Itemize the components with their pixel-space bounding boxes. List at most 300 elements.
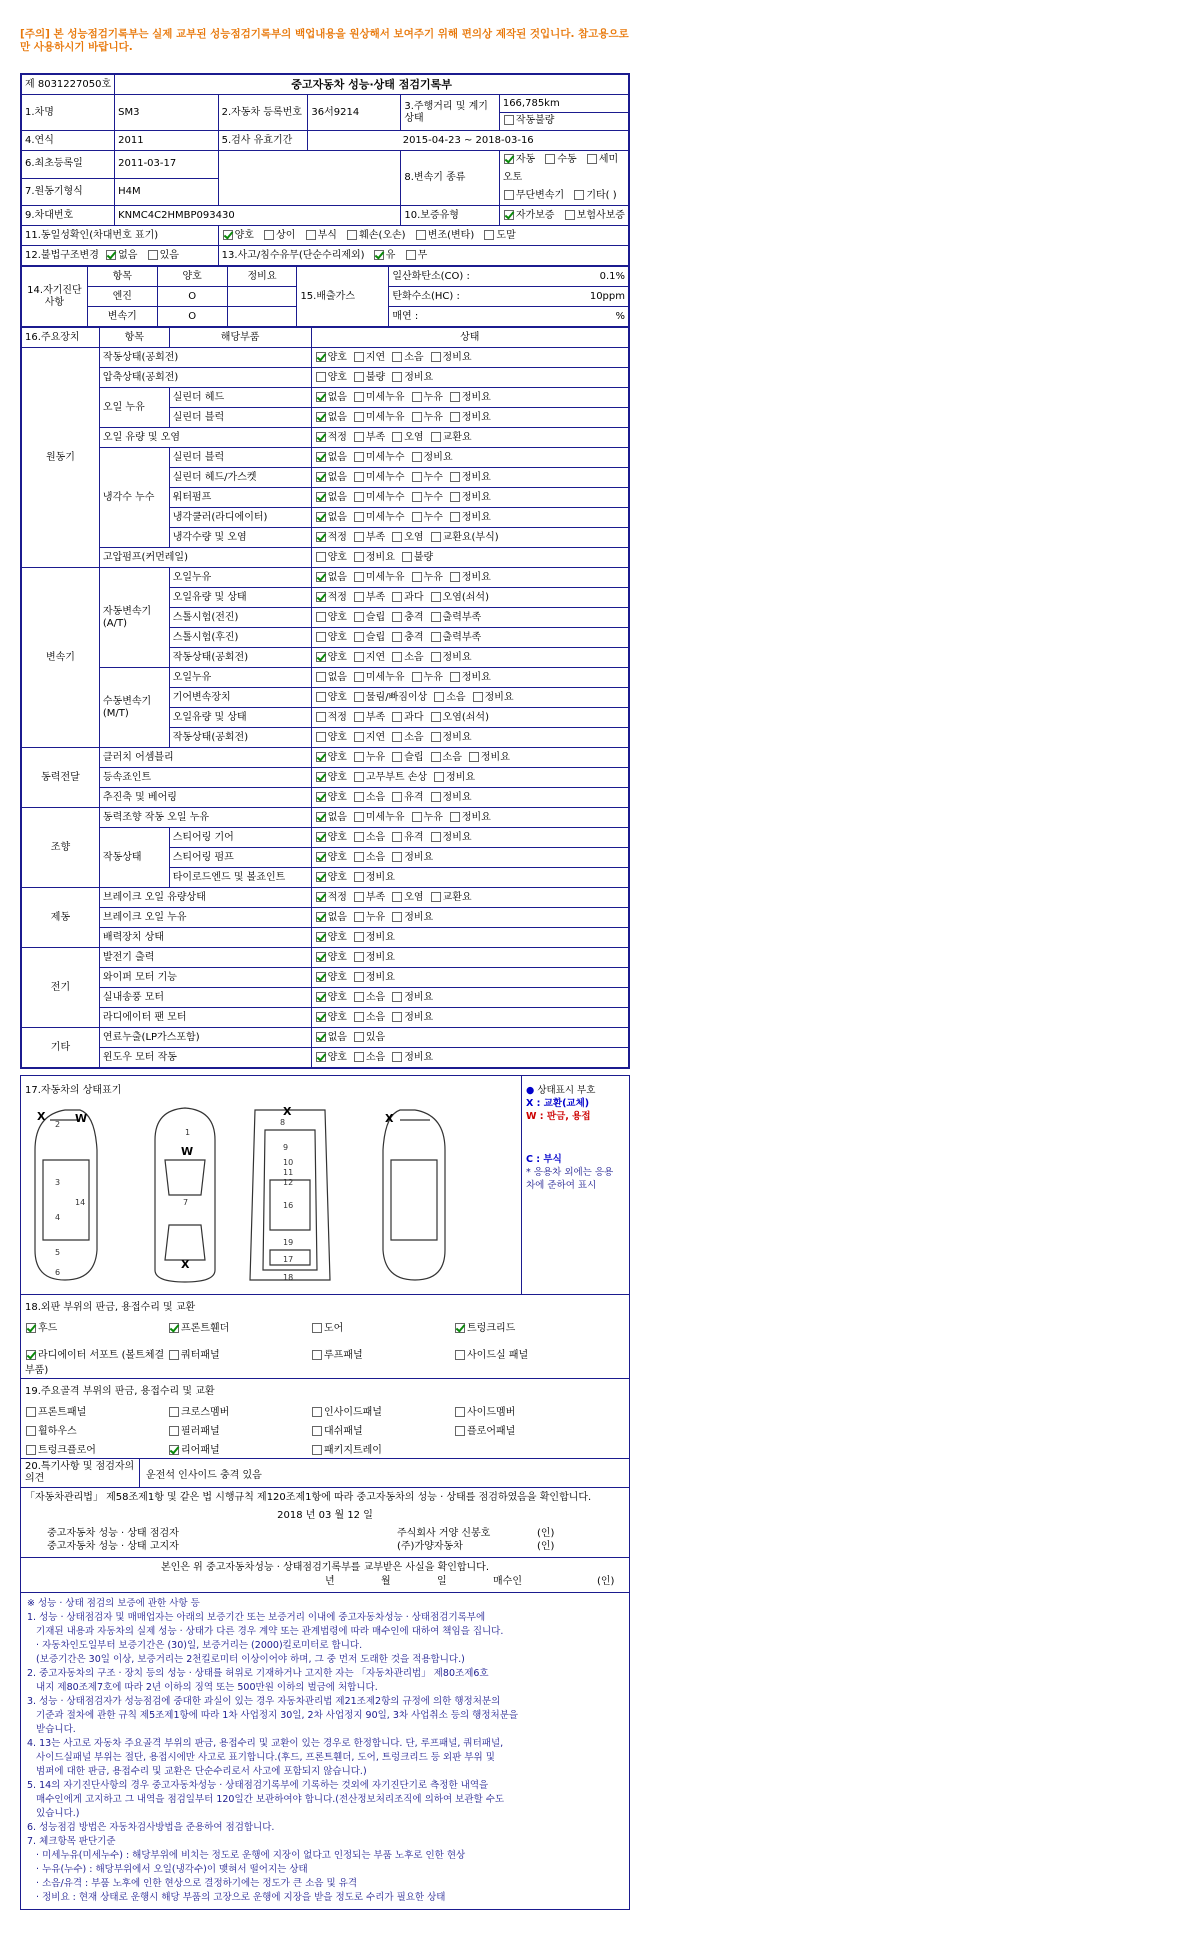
- device-part: 실린더 블럭: [169, 408, 311, 428]
- device-state: [311, 508, 628, 528]
- device-part: 와이퍼 모터 기능: [99, 968, 311, 988]
- state-checkbox[interactable]: [354, 592, 364, 602]
- state-checkbox[interactable]: [354, 472, 364, 482]
- state-checkbox[interactable]: [431, 792, 441, 802]
- state-checkbox[interactable]: [316, 672, 326, 682]
- warranty-notes: [21, 1593, 629, 1909]
- state-option-label: 슬립: [365, 611, 386, 623]
- state-option-label: 없음: [327, 411, 347, 423]
- validity-label: 5.검사 유효기간: [218, 131, 308, 151]
- state-checkbox[interactable]: [392, 532, 402, 542]
- state-checkbox[interactable]: [354, 412, 364, 422]
- accident-yes-checkbox[interactable]: [374, 250, 384, 260]
- state-option-label: 정비요: [365, 551, 395, 563]
- state-checkbox[interactable]: [412, 512, 422, 522]
- state-checkbox[interactable]: [354, 852, 364, 862]
- state-checkbox[interactable]: [392, 912, 402, 922]
- mark-x: X: [181, 1258, 190, 1271]
- state-option-label: 정비요: [442, 651, 472, 663]
- device-state: [311, 748, 628, 768]
- device-row: [22, 1048, 629, 1068]
- device-state: [311, 468, 628, 488]
- state-checkbox[interactable]: [450, 812, 460, 822]
- state-checkbox[interactable]: [473, 692, 483, 702]
- state-checkbox[interactable]: [316, 552, 326, 562]
- state-option-label: 정비요: [365, 871, 395, 883]
- note-line: · 자동차인도일부터 보증기간은 (30)일, 보증거리는 (2000)킬로미터로 합니다.: [27, 1640, 363, 1651]
- device-state: [311, 388, 628, 408]
- state-checkbox[interactable]: [354, 732, 364, 742]
- state-checkbox[interactable]: [316, 972, 326, 982]
- state-checkbox[interactable]: [392, 592, 402, 602]
- state-checkbox[interactable]: [354, 792, 364, 802]
- frame-checkbox[interactable]: [26, 1407, 36, 1417]
- state-checkbox[interactable]: [412, 452, 422, 462]
- zone-num: 4: [55, 1213, 61, 1222]
- state-option-label: 적정: [327, 891, 347, 903]
- state-checkbox[interactable]: [392, 352, 402, 362]
- state-checkbox[interactable]: [316, 712, 326, 722]
- state-checkbox[interactable]: [450, 672, 460, 682]
- emission-smoke-value: %: [539, 307, 629, 327]
- state-checkbox[interactable]: [354, 672, 364, 682]
- device-state: [311, 408, 628, 428]
- state-checkbox[interactable]: [316, 832, 326, 842]
- state-checkbox[interactable]: [316, 812, 326, 822]
- state-checkbox[interactable]: [354, 612, 364, 622]
- vin-label: 9.차대번호: [22, 206, 115, 226]
- receipt-month: 월: [381, 1576, 391, 1587]
- state-option-label: 정비요: [442, 791, 472, 803]
- state-checkbox[interactable]: [392, 992, 402, 1002]
- receipt-day: 일: [437, 1576, 447, 1587]
- identity-checkbox[interactable]: [223, 230, 233, 240]
- state-checkbox[interactable]: [431, 652, 441, 662]
- state-checkbox[interactable]: [450, 472, 460, 482]
- state-checkbox[interactable]: [316, 652, 326, 662]
- state-checkbox[interactable]: [354, 892, 364, 902]
- state-checkbox[interactable]: [316, 872, 326, 882]
- device-part: 오일유량 및 상태: [169, 588, 311, 608]
- device-state: [311, 488, 628, 508]
- state-checkbox[interactable]: [392, 432, 402, 442]
- motor-value: H4M: [115, 178, 218, 206]
- state-option-label: 정비요: [404, 911, 434, 923]
- frame-checkbox[interactable]: [455, 1426, 465, 1436]
- device-state: [311, 368, 628, 388]
- state-option-label: 누유: [423, 391, 443, 403]
- zone-num: 7: [183, 1198, 189, 1207]
- state-checkbox[interactable]: [402, 552, 412, 562]
- state-checkbox[interactable]: [431, 832, 441, 842]
- state-checkbox[interactable]: [450, 572, 460, 582]
- state-checkbox[interactable]: [354, 692, 364, 702]
- state-checkbox[interactable]: [316, 452, 326, 462]
- state-checkbox[interactable]: [412, 812, 422, 822]
- outer-checkbox[interactable]: [312, 1350, 322, 1360]
- trans-manual-checkbox[interactable]: [545, 154, 555, 164]
- device-row: [22, 668, 629, 688]
- state-checkbox[interactable]: [354, 572, 364, 582]
- state-checkbox[interactable]: [431, 732, 441, 742]
- selfdiag-label: 14.자기진단 사항: [22, 267, 88, 327]
- emission-label: 15.배출가스: [297, 267, 389, 327]
- accident-opt: 유: [385, 249, 396, 261]
- state-checkbox[interactable]: [316, 792, 326, 802]
- state-checkbox[interactable]: [412, 412, 422, 422]
- state-checkbox[interactable]: [354, 432, 364, 442]
- state-checkbox[interactable]: [412, 392, 422, 402]
- state-checkbox[interactable]: [316, 432, 326, 442]
- state-checkbox[interactable]: [354, 832, 364, 842]
- device-part: 냉각수량 및 오염: [169, 528, 311, 548]
- device-row: [22, 428, 629, 448]
- outer-label: 18.외판 부위의 판금, 용접수리 및 교환: [25, 1302, 196, 1313]
- state-checkbox[interactable]: [354, 752, 364, 762]
- year-label: 4.연식: [22, 131, 115, 151]
- legend-c: C : 부식: [526, 1154, 562, 1165]
- trans-semi-checkbox[interactable]: [587, 154, 597, 164]
- state-checkbox[interactable]: [412, 572, 422, 582]
- state-checkbox[interactable]: [450, 412, 460, 422]
- state-checkbox[interactable]: [316, 612, 326, 622]
- frame-checkbox[interactable]: [455, 1407, 465, 1417]
- state-option-label: 누수: [423, 491, 443, 503]
- state-checkbox[interactable]: [431, 632, 441, 642]
- state-checkbox[interactable]: [354, 652, 364, 662]
- warranty-opt: 자가보증: [515, 209, 555, 221]
- state-option-label: 없음: [327, 1031, 347, 1043]
- state-checkbox[interactable]: [450, 492, 460, 502]
- state-checkbox[interactable]: [354, 1052, 364, 1062]
- outer-item: [454, 1346, 597, 1376]
- device-state: [311, 968, 628, 988]
- state-option-label: 있음: [365, 1031, 386, 1043]
- device-state: [311, 868, 628, 888]
- identity-checkbox[interactable]: [484, 230, 494, 240]
- state-checkbox[interactable]: [354, 952, 364, 962]
- state-option-label: 유격: [404, 831, 424, 843]
- identity-label: 11.동일성확인(차대번호 표기): [22, 226, 219, 246]
- device-state: [311, 928, 628, 948]
- state-checkbox[interactable]: [354, 492, 364, 502]
- note-line: 2. 중고자동차의 구조 · 장치 등의 성능 · 상태를 허위로 기재하거나 고지한 자는 「자동차관리법」 제80조제6호: [27, 1668, 489, 1679]
- frame-checkbox[interactable]: [169, 1407, 179, 1417]
- meter-fault-checkbox[interactable]: [504, 115, 514, 125]
- legal-text: 「자동차관리법」 제58조제1항 및 같은 법 시행규칙 제120조제1항에 따라 중고자동차의 성능 · 상태를 점검하였음을 확인합니다.: [25, 1492, 592, 1503]
- state-checkbox[interactable]: [392, 892, 402, 902]
- state-option-label: 정비요: [461, 471, 491, 483]
- state-option-label: 정비요: [404, 371, 434, 383]
- state-checkbox[interactable]: [434, 692, 444, 702]
- state-checkbox[interactable]: [412, 492, 422, 502]
- frame-checkbox[interactable]: [312, 1407, 322, 1417]
- state-checkbox[interactable]: [316, 1052, 326, 1062]
- state-checkbox[interactable]: [354, 772, 364, 782]
- state-checkbox[interactable]: [434, 772, 444, 782]
- main-col-part: 해당부품: [169, 328, 311, 348]
- device-group-name: 전기: [22, 948, 100, 1028]
- state-checkbox[interactable]: [392, 752, 402, 762]
- state-checkbox[interactable]: [354, 1032, 364, 1042]
- state-checkbox[interactable]: [316, 892, 326, 902]
- outer-checkbox[interactable]: [169, 1323, 179, 1333]
- zone-num: 1: [185, 1128, 191, 1137]
- state-checkbox[interactable]: [392, 1052, 402, 1062]
- state-checkbox[interactable]: [316, 932, 326, 942]
- state-checkbox[interactable]: [354, 512, 364, 522]
- legend-title: 상태표시 부호: [537, 1085, 596, 1096]
- device-state: [311, 948, 628, 968]
- state-checkbox[interactable]: [392, 792, 402, 802]
- state-option-label: 누유: [423, 811, 443, 823]
- notifier-name: (주)가양자동차: [397, 1541, 463, 1552]
- warranty-insurance-checkbox[interactable]: [565, 210, 575, 220]
- state-checkbox[interactable]: [316, 412, 326, 422]
- state-checkbox[interactable]: [450, 392, 460, 402]
- selfdiag-trans: 변속기: [87, 307, 157, 327]
- device-part: 실내송풍 모터: [99, 988, 311, 1008]
- state-checkbox[interactable]: [392, 1012, 402, 1022]
- state-checkbox[interactable]: [316, 532, 326, 542]
- mileage-value: 166,785km: [500, 96, 628, 113]
- receipt-section: [21, 1558, 629, 1593]
- zone-num: 3: [55, 1178, 61, 1187]
- state-checkbox[interactable]: [354, 1012, 364, 1022]
- state-checkbox[interactable]: [354, 532, 364, 542]
- illegal-no-checkbox[interactable]: [106, 250, 116, 260]
- state-checkbox[interactable]: [316, 732, 326, 742]
- state-checkbox[interactable]: [316, 492, 326, 502]
- special-label: 20.특기사항 및 점검자의 의견: [21, 1459, 140, 1487]
- state-checkbox[interactable]: [316, 352, 326, 362]
- outer-checkbox[interactable]: [26, 1350, 36, 1360]
- state-checkbox[interactable]: [354, 872, 364, 882]
- state-option-label: 누수: [423, 511, 443, 523]
- device-state: [311, 908, 628, 928]
- note-line: · 소음/유격 : 부품 노후에 인한 현상으로 결정하기에는 정도가 큰 소음 및 유격: [27, 1878, 358, 1889]
- accident-no-checkbox[interactable]: [406, 250, 416, 260]
- state-option-label: 미세누수: [365, 491, 405, 503]
- mark-w: W: [181, 1145, 194, 1158]
- state-checkbox[interactable]: [392, 832, 402, 842]
- state-checkbox[interactable]: [354, 992, 364, 1002]
- state-option-label: 부족: [365, 531, 386, 543]
- device-part: 스톨시험(후진): [169, 628, 311, 648]
- outer-checkbox[interactable]: [455, 1323, 465, 1333]
- legend-x: X : 교환(교체): [526, 1098, 590, 1109]
- state-checkbox[interactable]: [316, 512, 326, 522]
- frame-checkbox[interactable]: [312, 1426, 322, 1436]
- state-checkbox[interactable]: [316, 1032, 326, 1042]
- first-reg-label: 6.최초등록일: [22, 151, 115, 179]
- state-option-label: 오염: [404, 891, 424, 903]
- outer-checkbox[interactable]: [26, 1323, 36, 1333]
- device-state: [311, 788, 628, 808]
- mark-x: X: [37, 1110, 46, 1123]
- state-option-label: 누유: [365, 911, 386, 923]
- state-checkbox[interactable]: [316, 952, 326, 962]
- state-checkbox[interactable]: [392, 732, 402, 742]
- device-group-name: 기타: [22, 1028, 100, 1068]
- state-checkbox[interactable]: [431, 612, 441, 622]
- state-checkbox[interactable]: [316, 372, 326, 382]
- state-option-label: 없음: [327, 671, 347, 683]
- state-checkbox[interactable]: [392, 852, 402, 862]
- outer-checkbox[interactable]: [455, 1350, 465, 1360]
- device-state: [311, 808, 628, 828]
- state-checkbox[interactable]: [469, 752, 479, 762]
- state-checkbox[interactable]: [392, 712, 402, 722]
- state-checkbox[interactable]: [392, 632, 402, 642]
- trans-auto-checkbox[interactable]: [504, 154, 514, 164]
- outer-item: [168, 1346, 311, 1376]
- device-part: 작동상태(공회전): [99, 348, 311, 368]
- identity-checkbox[interactable]: [264, 230, 274, 240]
- state-option-label: 정비요: [461, 811, 491, 823]
- state-checkbox[interactable]: [431, 592, 441, 602]
- special-section: [21, 1459, 629, 1488]
- state-option-label: 소음: [365, 1051, 386, 1063]
- state-option-label: 소음: [446, 691, 466, 703]
- outer-checkbox[interactable]: [169, 1350, 179, 1360]
- state-checkbox[interactable]: [392, 652, 402, 662]
- main-col-item: 항목: [99, 328, 169, 348]
- device-row: [22, 748, 629, 768]
- trans-etc-checkbox[interactable]: [574, 190, 584, 200]
- frame-checkbox[interactable]: [26, 1445, 36, 1455]
- device-state: [311, 708, 628, 728]
- inspector-role: 중고자동차 성능 · 상태 점검자: [47, 1528, 179, 1539]
- outer-item-label: 후드: [38, 1323, 58, 1334]
- state-checkbox[interactable]: [412, 672, 422, 682]
- legend-w: W : 판금, 용접: [526, 1111, 591, 1122]
- state-checkbox[interactable]: [431, 352, 441, 362]
- device-state: [311, 988, 628, 1008]
- device-row: [22, 1008, 629, 1028]
- state-checkbox[interactable]: [316, 1012, 326, 1022]
- state-option-label: 없음: [327, 811, 347, 823]
- state-checkbox[interactable]: [316, 912, 326, 922]
- state-checkbox[interactable]: [354, 352, 364, 362]
- state-checkbox[interactable]: [354, 932, 364, 942]
- state-checkbox[interactable]: [431, 752, 441, 762]
- state-checkbox[interactable]: [316, 632, 326, 642]
- state-option-label: 부족: [365, 591, 386, 603]
- device-row: [22, 568, 629, 588]
- state-checkbox[interactable]: [354, 452, 364, 462]
- note-line: 기재된 내용과 자동차의 실제 성능 · 상태가 다른 경우 계약 또는 관계법령에 따라 매수인에 대하여 책임을 집니다.: [27, 1626, 504, 1637]
- device-state: [311, 828, 628, 848]
- frame-item: [168, 1441, 311, 1456]
- state-option-label: 충격: [404, 611, 424, 623]
- frame-checkbox[interactable]: [169, 1445, 179, 1455]
- state-checkbox[interactable]: [354, 972, 364, 982]
- validity-value: 2015-04-23 ~ 2018-03-16: [308, 131, 629, 151]
- frame-checkbox[interactable]: [26, 1426, 36, 1436]
- car-name-value: SM3: [115, 95, 218, 131]
- state-option-label: 오염: [404, 531, 424, 543]
- emission-hc-label: 탄화수소(HC) :: [389, 287, 539, 307]
- device-group-name: 변속기: [22, 568, 100, 748]
- state-checkbox[interactable]: [354, 372, 364, 382]
- state-option-label: 적정: [327, 711, 347, 723]
- identity-checkbox[interactable]: [416, 230, 426, 240]
- state-option-label: 불량: [413, 551, 434, 563]
- illegal-yes-checkbox[interactable]: [148, 250, 158, 260]
- state-option-label: 소음: [365, 991, 386, 1003]
- state-option-label: 양호: [327, 551, 347, 563]
- state-option-label: 부족: [365, 891, 386, 903]
- state-checkbox[interactable]: [354, 912, 364, 922]
- note-line: 있습니다.): [27, 1808, 80, 1819]
- frame-checkbox[interactable]: [169, 1426, 179, 1436]
- device-part: 냉각쿨러(라디에이터): [169, 508, 311, 528]
- device-row: [22, 908, 629, 928]
- state-checkbox[interactable]: [316, 392, 326, 402]
- device-part: 등속죠인트: [99, 768, 311, 788]
- emission-co-label: 일산화탄소(CO) :: [389, 267, 539, 287]
- receipt-buyer: 매수인: [493, 1576, 522, 1587]
- device-row: [22, 448, 629, 468]
- frame-item-label: 리어패널: [181, 1445, 220, 1456]
- state-checkbox[interactable]: [431, 532, 441, 542]
- state-checkbox[interactable]: [354, 392, 364, 402]
- state-checkbox[interactable]: [450, 512, 460, 522]
- state-option-label: 적정: [327, 531, 347, 543]
- state-checkbox[interactable]: [392, 612, 402, 622]
- state-checkbox[interactable]: [316, 692, 326, 702]
- body-condition-sheet: [20, 1075, 630, 1910]
- notifier-role: 중고자동차 성능 · 상태 고지자: [47, 1541, 179, 1552]
- state-checkbox[interactable]: [316, 992, 326, 1002]
- state-checkbox[interactable]: [316, 772, 326, 782]
- basic-info-table: [21, 74, 629, 266]
- state-checkbox[interactable]: [354, 632, 364, 642]
- state-checkbox[interactable]: [354, 712, 364, 722]
- state-checkbox[interactable]: [316, 472, 326, 482]
- state-checkbox[interactable]: [431, 712, 441, 722]
- state-checkbox[interactable]: [431, 892, 441, 902]
- diagram-label: 17.자동차의 상태표기: [25, 1085, 122, 1096]
- trans-cvt-checkbox[interactable]: [504, 190, 514, 200]
- state-checkbox[interactable]: [316, 752, 326, 762]
- state-checkbox[interactable]: [316, 852, 326, 862]
- identity-checkbox[interactable]: [306, 230, 316, 240]
- device-state: [311, 848, 628, 868]
- state-checkbox[interactable]: [354, 812, 364, 822]
- outer-checkbox[interactable]: [312, 1323, 322, 1333]
- device-state: [311, 588, 628, 608]
- state-checkbox[interactable]: [354, 552, 364, 562]
- state-checkbox[interactable]: [316, 572, 326, 582]
- zone-num: 18: [283, 1273, 294, 1282]
- vehicle-diagram: [21, 1076, 629, 1295]
- state-checkbox[interactable]: [392, 372, 402, 382]
- identity-checkbox[interactable]: [347, 230, 357, 240]
- trans-opt: 기타( ): [586, 190, 617, 201]
- state-checkbox[interactable]: [431, 432, 441, 442]
- state-checkbox[interactable]: [412, 472, 422, 482]
- state-checkbox[interactable]: [316, 592, 326, 602]
- zone-num: 14: [75, 1198, 86, 1207]
- frame-checkbox[interactable]: [312, 1445, 322, 1455]
- state-option-label: 지연: [365, 351, 386, 363]
- state-option-label: 미세누수: [365, 471, 405, 483]
- frame-item-label: 패키지트레이: [324, 1445, 382, 1456]
- warranty-self-checkbox[interactable]: [504, 210, 514, 220]
- accident-label: 13.사고/침수유무(단순수리제외): [221, 249, 365, 261]
